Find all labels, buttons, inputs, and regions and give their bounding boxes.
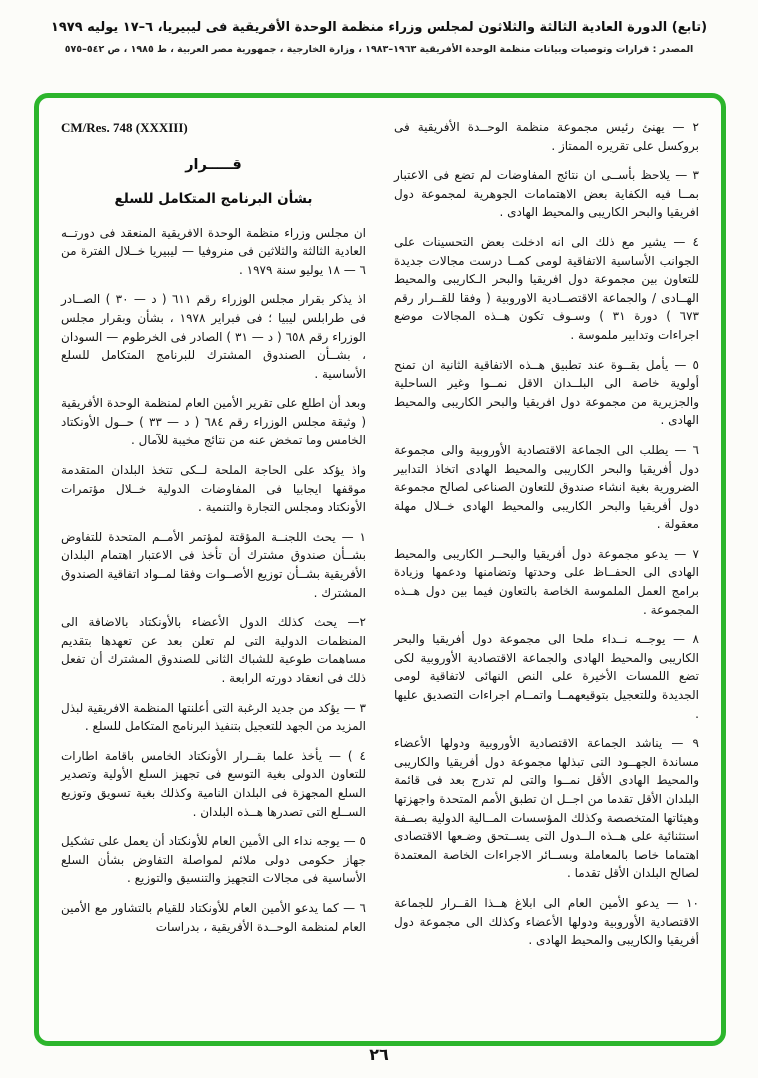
resolution-paragraph: ان مجلس وزراء منظمة الوحدة الافريقية المنعقد فى دورتــه العادية الثالثة والثلاثين فى منروفيا — ليبيريا خــلال الفترة من ٦ — ١٨ يوليو سنة ١٩٧٩ . — [61, 225, 366, 277]
resolution-paragraph: ١٠ — يدعو الأمين العام الى ابلاغ هــذا القــرار للجماعة الاقتصادية الأوروبية ودولها الأعضاء وكذلك الى مجموعة دول أفريقيا والكاريبى والمحيط الهادى . — [394, 895, 699, 948]
resolution-paragraph: ٥ — يأمل بقــوة عند تطبيق هــذه الاتفاقية الثانية ان تمنح أولوية خاصة الى البلــدان الاقل نمــوا وغير الساحلية والجزيرية من مجموعة دول افريقيا والبحر الكاريبى والمحيط الهادى . — [394, 357, 699, 428]
resolution-paragraph: ٤ — يشير مع ذلك الى انه ادخلت بعض التحسينات على الجوانب الأساسية الاتفاقية لومى كمــا درست مجالات جديدة للتعاون بين مجموعة دول افريقيا والبحر الـكاريبى والمحيط الهــادى / والجماعة الاقتصــادية الاوروبية ( وفقا للقــرار رقم ٦٧٣ ) دورة ٣١ ) وسـوف تكون هــذه المجالات موضع اجراءات وتدابير ملموسة . — [394, 234, 699, 342]
page-number: ٢٦ — [369, 1045, 389, 1064]
left-column — [61, 118, 366, 1027]
header-source-citation: المصدر : قرارات وتوصيات وبيانات منظمة الوحدة الأفريقية ١٩٦٣–١٩٨٣ ، وزارة الخارجية ، جمهورية مصر العربية ، ط ١٩٨٥ ، ص ٥٤٢–٥٧٥ — [64, 44, 694, 55]
resolution-paragraph: ٩ — يناشد الجماعة الاقتصادية الأوروبية ودولها الأعضاء مساندة الجهــود التى تبذلها مجموعة دول أفريقيا والكاريبى والمحيط الهادى الأقل نمــوا والتى لم تدرج بعد فى قائمة البلدان الأقل تقدما من اجــل ان تطبق الأمم المتحدة واجهزتها وهيئاتها المتخصصة وكذلك المؤسسات المــالية الدولية بصــفة استثنائية على هــذه الــدول التى يســتحق وضـعها الاقتصادى اهتماما خاصا بالمعاملة وبســائر الاجراءات الخاصة المعتمدة لصالح البلدان الأقل تقدما . — [394, 736, 699, 881]
resolution-paragraph: ٢ — يهنئ رئيس مجموعة منظمة الوحــدة الأفريقية فى بروكسل على تقريره الممتاز . — [394, 120, 699, 153]
left-column-body — [61, 224, 366, 937]
page-header — [0, 20, 758, 55]
resolution-paragraph: اذ يذكر بقرار مجلس الوزراء رقم ٦١١ ( د — ٣٠ ) الصــادر فى طرابلس ليبيا ؛ فى فبراير ١٩٧٨ ، بشأن وبقرار مجلس الوزراء رقم ٦٥٨ ( د — ٣١ ) الصادر فى الخرطوم — السودان ، بشــأن الصندوق المشترك للبرنامج المتكامل للسلع الأساسية . — [61, 292, 367, 381]
resolution-paragraph: ٨ — يوجــه نــداء ملحا الى مجموعة دول أفريقيا والبحر الكاريبى والمحيط الهادى والجماعة الاقتصادية الأوروبية لكى تضع اللمسات الأخيرة على النص النهائى لاتفاقية لومى الجديدة وللتعجيل بتوقيعهمــا واتمــام اجراءات التصديق عليها . — [394, 632, 699, 721]
resolution-paragraph: ٣ — يؤكد من جديد الرغبة التى أعلنتها المنظمة الافريقية لبذل المزيد من الجهد للتعجيل بتنفيذ البرنامج المتكامل للسلع . — [61, 700, 366, 734]
right-column — [394, 118, 699, 1027]
resolution-paragraph: ٢— يحث كذلك الدول الأعضاء بالأونكتاد بالاضافة الى المنظمات الدولية التى لم تعلن بعد عن تعهدها بتقديم مساهمات طوعية للشباك الثانى للصندوق المشترك أن تفعل ذلك فى انعقاد دورته الرابعة . — [61, 615, 366, 685]
header-session-title: (تابع) الدورة العادية الثالثة والثلاثون لمجلس وزراء منظمة الوحدة الأفريقية فى ليبيريا، ٦–١٧ يوليه ١٩٧٩ — [50, 20, 708, 35]
document-frame — [34, 93, 726, 1046]
resolution-paragraph: ١ — يحث اللجنــة المؤقتة لمؤتمر الأمــم المتحدة للتفاوض بشــأن صندوق مشترك أن تأخذ فى الاعتبار اهتمام البلدان الأفريقية بشــأن توزيع الأصــوات وفقا لمــواد اتفاقية الصندوق المشترك . — [61, 529, 366, 600]
resolution-paragraph: ٦ — كما يدعو الأمين العام للأونكتاد للقيام بالتشاور مع الأمين العام لمنظمة الوحــدة الأفريقية ، بدراسات — [61, 900, 366, 934]
resolution-paragraph: وبعد أن اطلع على تقرير الأمين العام لمنظمة الوحدة الأفريقية ( وثيقة مجلس الوزراء رقم ٦٨٤ ( د — ٣٣ ) حــول الأونكتاد الخامس وما تمخض عنه من نتائج مخيبة للآمال . — [61, 396, 366, 448]
resolution-reference-number: CM/Res. 748 (XXXIII) — [61, 120, 188, 135]
resolution-subtitle: بشأن البرنامج المتكامل للسلع — [114, 190, 313, 207]
two-column-layout — [61, 118, 699, 1027]
resolution-paragraph: ٦ — يطلب الى الجماعة الاقتصادية الأوروبية والى مجموعة دول أفريقيا والبحر الكاريبى والمحيط الهادى اتخاذ التدابير الضرورية بغية انشاء صندوق للتعاون الصناعى لصالح مجموعة دول أفريقيا والبحر الكاريبى والمحيط الهادى خــلال مهلة معقولة . — [394, 442, 699, 532]
resolution-title: قـــــرار — [185, 157, 242, 174]
resolution-paragraph: واذ يؤكد على الحاجة الملحة لــكى تتخذ البلدان المتقدمة موقفها ايجابيا فى المفاوضات الدولية خــلال مؤتمرات الأونكتاد ومجلس التجارة والتنمية . — [61, 463, 366, 515]
resolution-paragraph: ٤ ) — يأخذ علما بقــرار الأونكتاد الخامس باقامة اطارات للتعاون الدولى بغية التوسع فى تجهيز السلع الأولية وتصدير السلع المجهزة فى البلدان النامية وكذلك بغية تسويق وتوزيع الســلع التى تصدرها هــذه البلدان . — [61, 748, 366, 819]
resolution-paragraph: ٧ — يدعو مجموعة دول أفريقيا والبحــر الكاريبى والمحيط الهادى الى الحفــاظ على وحدتها وتضامنها ودعمها وزيادة برامج العمل الملموسة الخاصة بالتعاون فيما بين دول هــذه المجموعة . — [394, 546, 699, 617]
resolution-paragraph: ٣ — يلاحظ بأســى ان نتائج المفاوضات لم تضع فى الاعتبار بمــا فيه الكفاية بعض الاهتمامات الجوهرية لمجموعة دول افريقيا والبحر الكاريبى والمحيط الهادى . — [394, 168, 699, 220]
resolution-paragraph: ٥ — يوجه نداء الى الأمين العام للأونكتاد أن يعمل على تشكيل جهاز حكومى دولى ملائم لمواصلة التفاوض بشأن السلع الأساسية فى مجالات التجهيز والتنسيق والتوزيع . — [61, 834, 366, 886]
